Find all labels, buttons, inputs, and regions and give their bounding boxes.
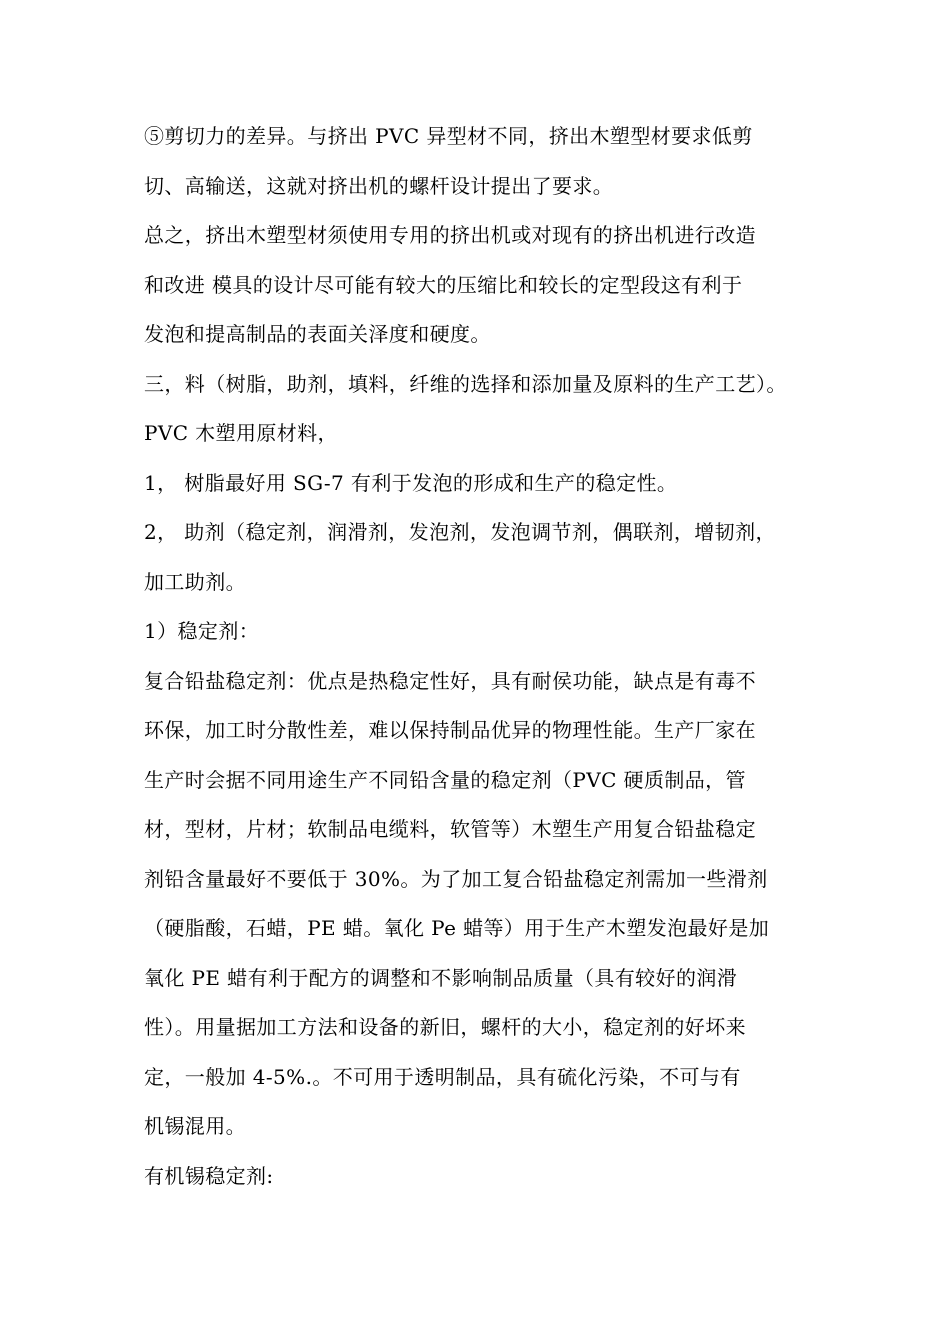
text-line-15: 材，型材，片材；软制品电缆料，软管等）木塑生产用复合铅盐稳定 [144,817,756,841]
text-line-3: 总之，挤出木塑型材须使用专用的挤出机或对现有的挤出机进行改造 [144,223,756,247]
text-line-1: ⑤剪切力的差异。与挤出 PVC 异型材不同，挤出木塑型材要求低剪 [144,124,753,148]
text-line-10: 加工助剂。 [144,570,246,594]
text-line-2: 切、高输送，这就对挤出机的螺杆设计提出了要求。 [144,174,614,198]
text-line-4: 和改进 模具的设计尽可能有较大的压缩比和较长的定型段这有利于 [144,273,743,297]
text-line-5: 发泡和提高制品的表面关泽度和硬度。 [144,322,491,346]
text-line-16: 剂铅含量最好不要低于 30%。为了加工复合铅盐稳定剂需加一些滑剂 [144,867,768,891]
text-line-22: 有机锡稳定剂: [144,1164,274,1188]
text-line-17: （硬脂酸，石蜡，PE 蜡。氧化 Pe 蜡等）用于生产木塑发泡最好是加 [144,916,770,940]
text-line-20: 定，一般加 4-5%.。不可用于透明制品，具有硫化污染，不可与有 [144,1065,741,1089]
text-line-18: 氧化 PE 蜡有利于配方的调整和不影响制品质量（具有较好的润滑 [144,966,738,990]
text-line-21: 机锡混用。 [144,1114,246,1138]
text-line-11: 1）稳定剂： [144,619,260,643]
text-line-12: 复合铅盐稳定剂：优点是热稳定性好，具有耐侯功能，缺点是有毒不 [144,669,756,693]
text-line-13: 环保，加工时分散性差，难以保持制品优异的物理性能。生产厂家在 [144,718,756,742]
text-line-8: 1， 树脂最好用 SG-7 有利于发泡的形成和生产的稳定性。 [144,471,678,495]
text-line-6: 三，料（树脂，助剂，填料，纤维的选择和添加量及原料的生产工艺）。 [144,372,787,396]
text-line-19: 性）。用量据加工方法和设备的新旧，螺杆的大小，稳定剂的好坏来 [144,1015,746,1039]
text-line-14: 生产时会据不同用途生产不同铅含量的稳定剂（PVC 硬质制品，管 [144,768,746,792]
text-line-7: PVC 木塑用原材料， [144,421,338,445]
text-line-9: 2， 助剂（稳定剂，润滑剂，发泡剂，发泡调节剂，偶联剂，增韧剂， [144,520,776,544]
